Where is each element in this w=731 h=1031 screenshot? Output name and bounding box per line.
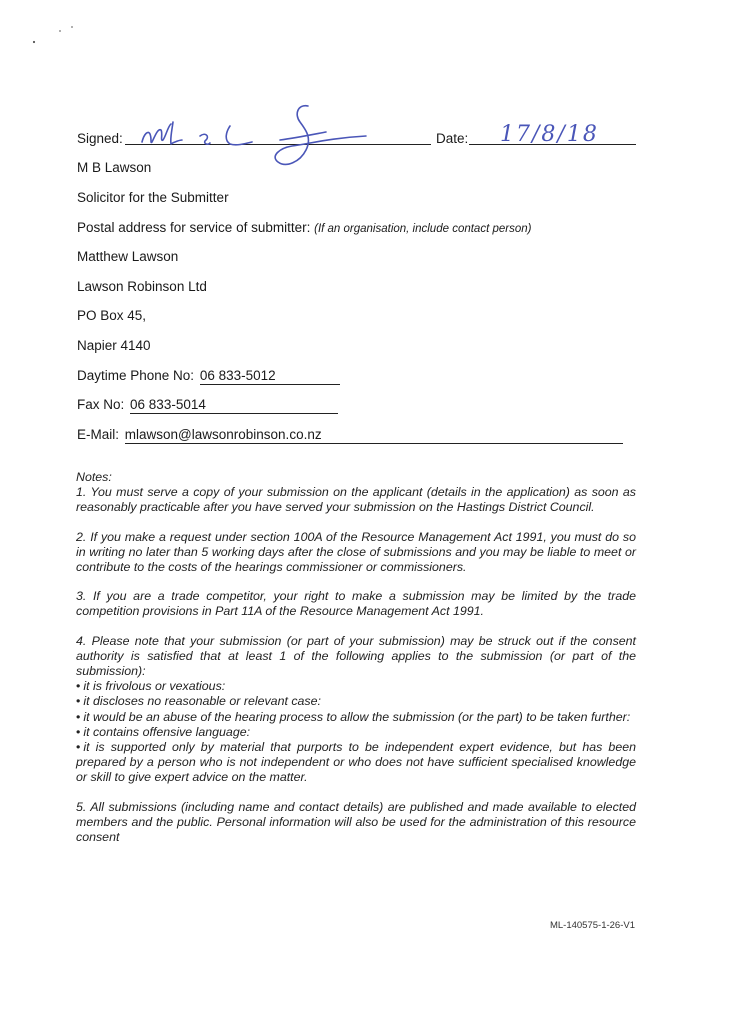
note-4-bullets	[76, 679, 636, 785]
note-4-bullet: • it would be an abuse of the hearing process to allow the submission (or the part) to be taken further:	[76, 710, 636, 725]
postal-label: Postal address for service of submitter:	[77, 220, 311, 235]
phone-row	[77, 368, 340, 384]
signed-label: Signed:	[77, 131, 123, 146]
fax-underline	[130, 413, 338, 414]
note-2: 2. If you make a request under section 100A of the Resource Management Act 1991, you must do so in writing no later than 5 working days after the close of submissions and you may be liable to meet or contribute to the costs of the hearings commissioner or commissioners.	[76, 529, 636, 575]
postal-note: (If an organisation, include contact person)	[314, 223, 532, 235]
email-row	[77, 427, 623, 443]
email-underline	[125, 443, 623, 444]
phone-underline	[200, 384, 340, 385]
postal-line-2: Lawson Robinson Ltd	[77, 279, 207, 294]
postal-address-heading	[77, 220, 531, 237]
fax-value: 06 833-5014	[130, 397, 206, 412]
note-4-intro: 4. Please note that your submission (or part of your submission) may be struck out if the consent authority is satisfied that at least 1 of the following applies to the submission (or part of the submission):	[76, 633, 636, 679]
fax-field	[130, 397, 338, 413]
phone-field	[200, 368, 340, 384]
email-value: mlawson@lawsonrobinson.co.nz	[124, 427, 322, 442]
postal-line-3: PO Box 45,	[77, 308, 147, 323]
note-5: 5. All submissions (including name and contact details) are published and made available to elected members and the public. Personal information will also be used for the administration of this resource consent	[76, 799, 636, 845]
postal-line-4: Napier 4140	[77, 338, 151, 353]
email-field	[125, 427, 623, 443]
signatory-role: Solicitor for the Submitter	[77, 190, 229, 205]
date-label: Date:	[436, 131, 469, 146]
email-label: E-Mail:	[77, 427, 120, 442]
handwritten-date: 17/8/18	[500, 122, 599, 147]
note-1: 1. You must serve a copy of your submission on the applicant (details in the application) as soon as reasonably practicable after you have served your submission on the Hastings District Council.	[76, 485, 636, 515]
signatory-name: M B Lawson	[77, 160, 152, 175]
phone-value: 06 833-5012	[199, 368, 276, 383]
scan-specks	[28, 20, 88, 50]
note-4-bullet: • it is supported only by material that purports to be independent expert evidence, but has been prepared by a person who is not independent or who does not have sufficient specialised knowledge or skill to give expert advice on the matter.	[76, 740, 636, 786]
notes-section	[76, 470, 636, 859]
note-4-bullet: • it contains offensive language:	[76, 725, 636, 740]
postal-line-1: Matthew Lawson	[77, 249, 179, 264]
note-4-bullet: • it is frivolous or vexatious:	[76, 679, 636, 694]
handwritten-signature	[130, 100, 380, 175]
phone-label: Daytime Phone No:	[77, 368, 195, 383]
note-3: 3. If you are a trade competitor, your right to make a submission may be limited by the trade competition provisions in Part 11A of the Resource Management Act 1991.	[76, 589, 636, 619]
document-reference: ML-140575-1-26-V1	[549, 920, 635, 931]
note-4-bullet: • it discloses no reasonable or relevant case:	[76, 694, 636, 709]
fax-row	[77, 397, 338, 413]
fax-label: Fax No:	[77, 397, 125, 412]
notes-heading: Notes:	[76, 470, 112, 484]
